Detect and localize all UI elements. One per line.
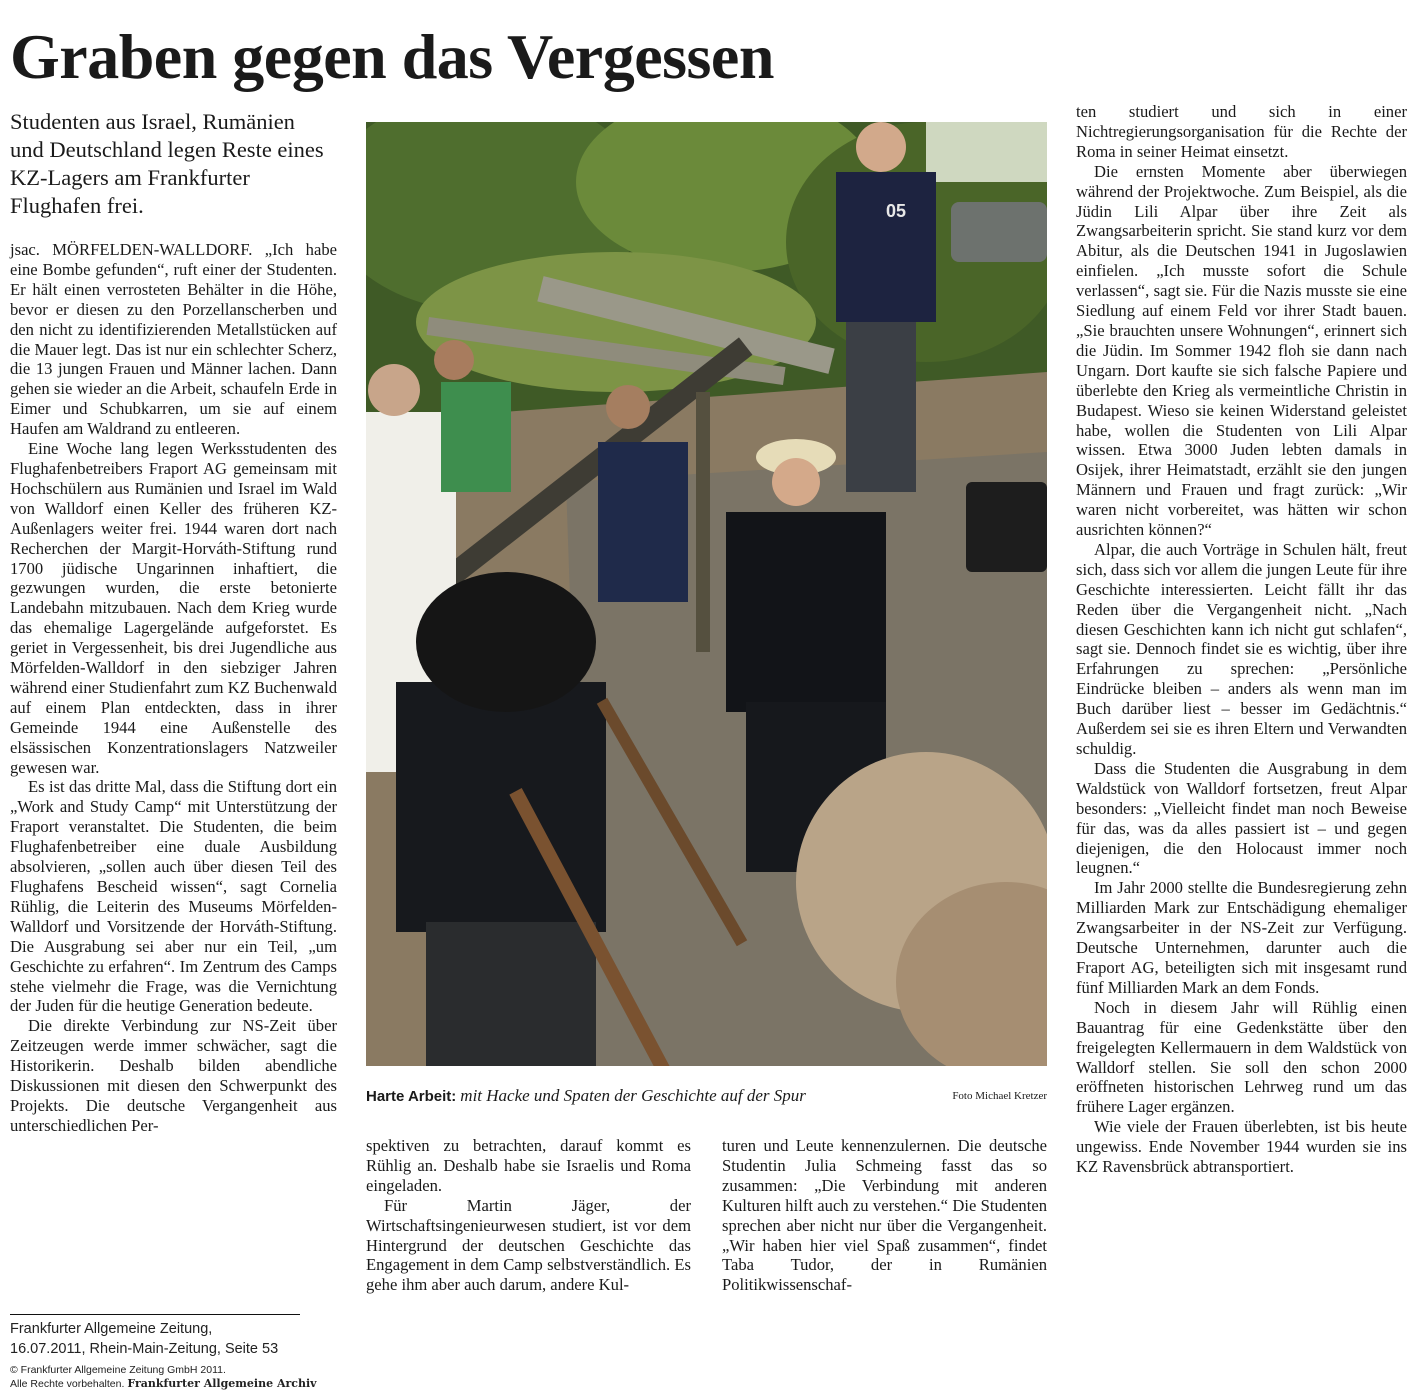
photo-credit: Foto Michael Kretzer — [952, 1090, 1047, 1102]
paragraph: Wie viele der Frauen überlebten, ist bis heute ungewiss. Ende November 1944 wurden sie ins KZ Ravensbrück abtransportiert. — [1076, 1117, 1407, 1177]
paragraph: Alpar, die auch Vorträge in Schulen hält, freut sich, dass sich vor allem die jungen Leute für ihre Geschichte interessierten. Leicht fällt ihr das Reden über die Vergangenheit nicht. „Nach diesen Geschichten kann ich nicht gut schlafen“, sagt sie. Dennoch findet sie es wichtig, über ihre Erfahrungen zu sprechen: „Persönliche Eindrücke bleiben – anders als wenn man im Buch darüber liest – besser im Gedächtnis.“ Außerdem sei sie es ihren Eltern und Verwandten schuldig. — [1076, 539, 1407, 758]
copyright-line-1: © Frankfurter Allgemeine Zeitung GmbH 2011. — [10, 1364, 226, 1376]
paragraph: jsac. MÖRFELDEN-WALLDORF. „Ich habe eine Bombe gefunden“, ruft einer der Studenten. Er hält einen verrosteten Behälter in die Höhe, bevor er diesen zu den Porzellanscherben und den nicht zu identifizierenden Metallstücken auf die Mauer legt. Das ist nur ein schlechter Scherz, die 13 jungen Frauen und Männer lachen. Dann gehen sie wieder an die Arbeit, schaufeln Erde in Eimer und Schubkarren, um sie auf einem Haufen am Waldrand zu entleeren. — [10, 240, 337, 439]
article-column-2 — [366, 1136, 691, 1295]
source-line-1: Frankfurter Allgemeine Zeitung, — [10, 1321, 213, 1337]
paragraph: Dass die Studenten die Ausgrabung in dem Waldstück von Walldorf fortsetzen, freut Alpar besonders: „Vielleicht findet man noch Beweise für das, was da alles passiert ist – und gegen diejenigen, die den Holocaust immer noch leugnen.“ — [1076, 758, 1407, 878]
copyright-line-2 — [10, 1377, 317, 1391]
footer-divider — [10, 1314, 300, 1315]
paragraph: Für Martin Jäger, der Wirtschaftsingenieurwesen studiert, ist vor dem Hintergrund der deutschen Geschichte das Engagement in dem Camp selbstverständlich. Es gehe ihm aber auch darum, andere Kul- — [366, 1195, 691, 1295]
article-photo — [366, 122, 1047, 1066]
subheadline: Studenten aus Israel, Rumänien und Deutschland legen Reste eines KZ-Lagers am Frankfurter Flughafen frei. — [10, 109, 324, 218]
paragraph: Im Jahr 2000 stellte die Bundesregierung zehn Milliarden Mark zur Entschädigung ehemaliger Zwangsarbeiter in der NS-Zeit zur Verfügung. Deutsche Unternehmen, darunter auch die Fraport AG, beteiligten sich mit insgesamt rund fünf Milliarden Mark an dem Fonds. — [1076, 878, 1407, 997]
article-column-1 — [10, 240, 337, 1136]
copyright-rights: Alle Rechte vorbehalten. — [10, 1378, 125, 1390]
shirt-number: 05 — [886, 201, 907, 221]
headline: Graben gegen das Vergessen — [10, 21, 774, 92]
article-column-4 — [1076, 102, 1407, 1177]
paragraph: Eine Woche lang legen Werksstudenten des Flughafenbetreibers Fraport AG gemeinsam mit Hochschülern aus Rumänien und Israel im Wald von Walldorf einen Keller des früheren KZ-Außenlagers weiter frei. 1944 waren dort nach Recherchen der Margit-Horváth-Stiftung rund 1700 jüdische Ungarinnen inhaftiert, die gezwungen wurden, die erste betonierte Landebahn mitzubauen. Nach dem Krieg wurde das ehemalige Lagergelände aufgeforstet. Es geriet in Vergessenheit, bis drei Jugendliche aus Mörfelden-Walldorf in den siebziger Jahren während einer Studienfahrt zum KZ Buchenwald auf einem Plan entdeckten, dass in ihrer Gemeinde 1944 eine Außenstelle des elsässischen Konzentrationslagers Natzweiler gewesen war. — [10, 439, 337, 777]
paragraph: Noch in diesem Jahr will Rühlig einen Bauantrag für eine Gedenkstätte über den freigelegten Kellermauern in dem Waldstück von Walldorf stellen. Sie soll den schon 2000 eröffneten historischen Lehrweg rund um das frühere Lager ergänzen. — [1076, 997, 1407, 1117]
source-line-2: 16.07.2011, Rhein-Main-Zeitung, Seite 53 — [10, 1341, 279, 1357]
caption-text: mit Hacke und Spaten der Geschichte auf der Spur — [460, 1086, 806, 1105]
paragraph: Es ist das dritte Mal, dass die Stiftung dort ein „Work and Study Camp“ mit Unterstützung der Fraport veranstaltet. Die Studenten, die beim Flughafenbetreiber eine duale Ausbildung absolvieren, „sollen auch über diesen Teil des Flughafens Bescheid wissen“, sagt Cornelia Rühlig, die Leiterin des Museums Mörfelden-Walldorf und Vorsitzende der Horváth-Stiftung. Die Ausgrabung sei aber nur ein Teil, „um Geschichte zu erfahren“. Im Zentrum des Camps stehe vielmehr die Frage, was die Vernichtung der Juden für die heutige Generation bedeute. — [10, 777, 337, 1016]
source-footer — [10, 1319, 278, 1359]
paragraph: turen und Leute kennenzulernen. Die deutsche Studentin Julia Schmeing fasst das so zusammen: „Die Verbindung mit anderen Kulturen hilft auch zu verstehen.“ Die Studenten sprechen aber nicht nur über die Vergangenheit. „Wir haben hier viel Spaß zusammen“, findet Taba Tudor, der in Rumänien Politikwissenschaf- — [722, 1136, 1047, 1295]
paragraph: ten studiert und sich in einer Nichtregierungsorganisation für die Rechte der Roma in seiner Heimat einsetzt. — [1076, 102, 1407, 161]
photo-caption — [366, 1086, 1047, 1108]
archive-logo: Frankfurter Allgemeine Archiv — [127, 1377, 317, 1390]
paragraph: Die ernsten Momente aber überwiegen während der Projektwoche. Zum Beispiel, als die Jüdin Lili Alpar über ihre Zeit als Zwangsarbeiterin spricht. Sie stand kurz vor dem Abitur, als die Deutschen 1941 in Jugoslawien einfielen. „Ich musste sofort die Schule verlassen“, sagt sie. Für die Nazis musste sie eine Siedlung auf einem Feld vor ihrer Stadt bauen. „Sie brauchten unsere Wohnungen“, erinnert sich die Jüdin. Im Sommer 1942 floh sie dann nach Ungarn. Dort kaufte sie sich falsche Papiere und überlebte den Krieg als vermeintliche Christin in Budapest. Wieso sie keinen Widerstand geleistet habe, wollen die Studenten von Lili Alpar wissen. Etwa 3000 Juden lebten damals in Osijek, ihrer Heimatstadt, erzählt sie den jungen Männern und Frauen und fragt zurück: „Wir waren nicht vorbereitet, was hätten wir schon ausrichten können?“ — [1076, 161, 1407, 540]
paragraph: spektiven zu betrachten, darauf kommt es Rühlig an. Deshalb habe sie Israelis und Roma eingeladen. — [366, 1136, 691, 1195]
article-column-3 — [722, 1136, 1047, 1295]
paragraph: Die direkte Verbindung zur NS-Zeit über Zeitzeugen werde immer schwächer, sagt die Historikerin. Deshalb bilden abendliche Diskussionen mit diesen den Schwerpunkt des Projekts. Die deutsche Vergangenheit aus unterschiedlichen Per- — [10, 1016, 337, 1135]
copyright-notice — [10, 1363, 317, 1391]
caption-label: Harte Arbeit: — [366, 1088, 457, 1105]
